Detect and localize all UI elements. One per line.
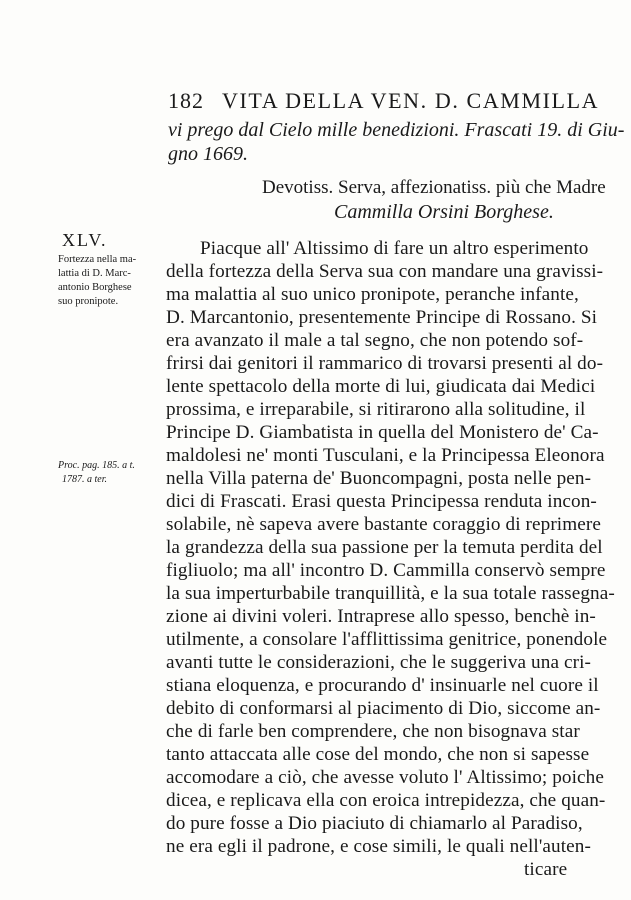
body-line: dici di Frascati. Erasi questa Principessa renduta incon- (166, 491, 597, 512)
body-line: tanto attaccata alle cose del mondo, che non si sapesse (166, 744, 590, 765)
catchword: ticare (524, 859, 568, 880)
body-line: zione ai divini voleri. Intraprese allo spesso, benchè in- (166, 606, 596, 627)
body-line: era avanzato il male a tal segno, che non potendo sof- (166, 330, 584, 351)
body-line: frirsi dai genitori il rammarico di trovarsi presenti al do- (166, 353, 604, 374)
letter-closing-line: gno 1669. (168, 143, 248, 165)
body-line: della fortezza della Serva sua con mandare una gravissi- (166, 261, 604, 282)
body-line: solabile, nè sapeva avere bastante coraggio di reprimere (166, 514, 601, 535)
body-line: prossima, e irreparabile, si ritirarono alla solitudine, il (166, 399, 586, 420)
body-line: D. Marcantonio, presentemente Principe di Rossano. Si (166, 307, 598, 328)
body-line: debito di conformarsi al piacimento di Dio, siccome an- (166, 698, 601, 719)
margin-note-line: suo pronipote. (58, 296, 119, 307)
body-line: Piacque all' Altissimo di fare un altro esperimento (200, 238, 589, 259)
margin-note-line: antonio Borghese (58, 282, 132, 293)
body-line: maldolesi ne' monti Tusculani, e la Principessa Eleonora (166, 445, 605, 466)
body-line: dicea, e replicava ella con eroica intrepidezza, che quan- (166, 790, 606, 811)
signature-name: Cammilla Orsini Borghese. (334, 201, 554, 223)
body-line: utilmente, a consolare l'afflittissima genitrice, ponendole (166, 629, 608, 650)
section-number: XLV. (62, 230, 108, 250)
margin-note-line: Fortezza nella ma- (58, 254, 137, 265)
running-head (168, 88, 600, 118)
body-line: figliuolo; ma all' incontro D. Cammilla conservò sempre (166, 560, 606, 581)
letter-closing-line: vi prego dal Cielo mille benedizioni. Frascati 19. di Giu- (168, 119, 625, 141)
body-line: la grandezza della sua passione per la temuta perdita del (166, 537, 603, 558)
body-line: Principe D. Giambatista in quella del Monistero de' Ca- (166, 422, 599, 443)
body-line: lente spettacolo della morte di lui, giudicata dai Medici (166, 376, 596, 397)
margin-note-line: lattia di D. Marc- (58, 268, 131, 279)
body-line: ma malattia al suo unico pronipote, peranche infante, (166, 284, 579, 305)
body-line: nella Villa paterna de' Buoncompagni, posta nelle pen- (166, 468, 592, 489)
header-title: VITA DELLA VEN. D. CAMMILLA (222, 88, 600, 113)
signature-line: Devotiss. Serva, affezionatiss. più che Madre (262, 177, 606, 198)
body-line: accomodare a ciò, che avesse voluto l' Altissimo; poiche (166, 767, 604, 788)
body-line: la sua imperturbabile tranquillità, e la sua totale rassegna- (166, 583, 615, 604)
margin-reference-line: Proc. pag. 185. a t. (58, 460, 135, 471)
body-line: che di farle ben comprendere, che non bisognava star (166, 721, 580, 742)
body-line: avanti tutte le considerazioni, che le suggeriva una cri- (166, 652, 591, 673)
body-line: ne era egli il padrone, e cose simili, le quali nell'auten- (166, 836, 591, 857)
body-line: stiana eloquenza, e procurando d' insinuarle nel cuore il (166, 675, 599, 696)
margin-reference-line: 1787. a ter. (62, 474, 107, 485)
body-line: do pure fosse a Dio piaciuto di chiamarlo al Paradiso, (166, 813, 583, 834)
page-number: 182 (168, 88, 204, 113)
